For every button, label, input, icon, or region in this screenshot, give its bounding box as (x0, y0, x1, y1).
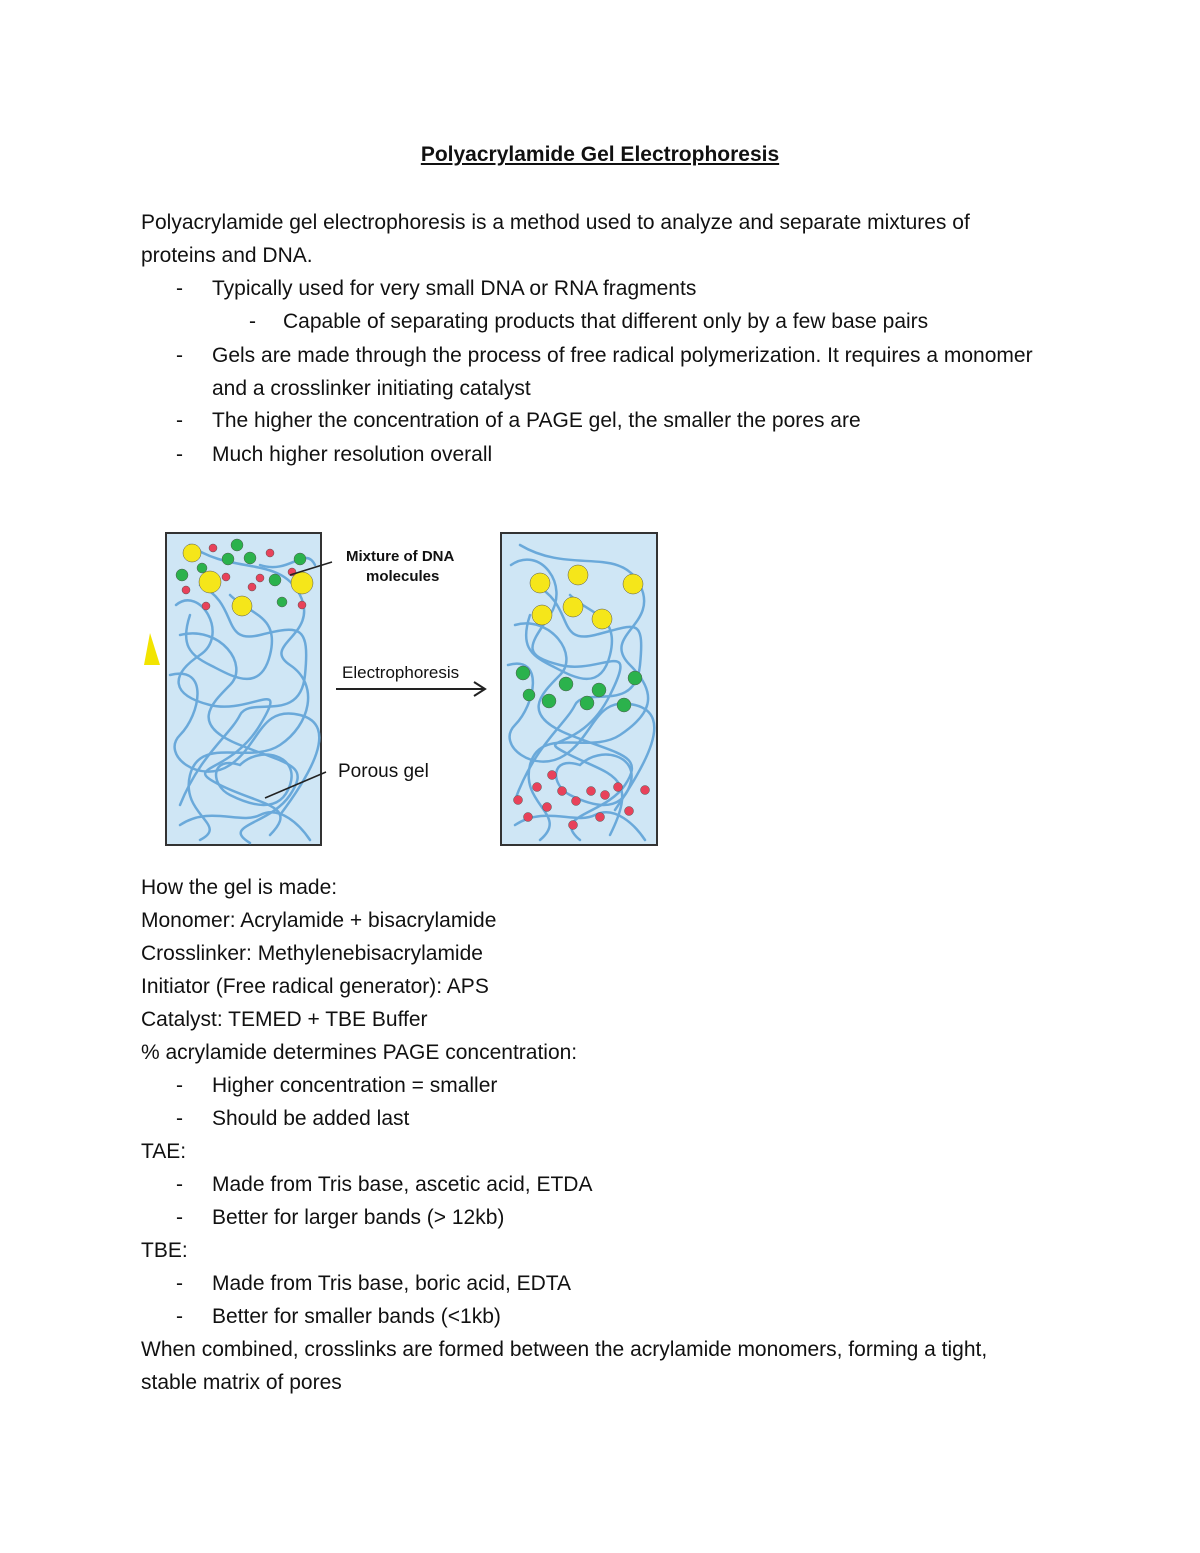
intro-line-2: proteins and DNA. (141, 244, 313, 267)
recipe-bullet-last: Should be added last (212, 1107, 410, 1130)
bullet-dash: - (176, 1107, 183, 1130)
tbe-bullet-smaller: Better for smaller bands (<1kb) (212, 1305, 501, 1328)
bullet-dash: - (176, 443, 183, 466)
bullet-dash: - (176, 409, 183, 432)
tae-heading: TAE: (141, 1140, 187, 1163)
recipe-catalyst: Catalyst: TEMED + TBE Buffer (141, 1008, 428, 1031)
gel-electrophoresis-figure (140, 525, 680, 855)
page-title: Polyacrylamide Gel Electrophoresis (420, 143, 780, 166)
electrophoresis-arrow (336, 682, 485, 696)
bullet-higher-concentration: The higher the concentration of a PAGE gel, the smaller the pores are (212, 409, 861, 432)
bullet-dash: - (176, 277, 183, 300)
bullet-gels-made-line-1: Gels are made through the process of free radical polymerization. It requires a monomer (212, 344, 1033, 367)
label-mixture-line-2: molecules (366, 568, 440, 585)
bullet-dash: - (176, 1272, 183, 1295)
recipe-monomer: Monomer: Acrylamide + bisacrylamide (141, 909, 497, 932)
bullet-dash: - (176, 1173, 183, 1196)
bullet-gels-made-line-2: and a crosslinker initiating catalyst (212, 377, 531, 400)
bullet-dash: - (176, 1206, 183, 1229)
bullet-dash: - (176, 1074, 183, 1097)
bullet-dash: - (176, 344, 183, 367)
bullet-resolution: Much higher resolution overall (212, 443, 493, 466)
tae-bullet-larger: Better for larger bands (> 12kb) (212, 1206, 505, 1229)
label-electrophoresis: Electrophoresis (342, 663, 460, 682)
tbe-heading: TBE: (141, 1239, 188, 1262)
closing-line-1: When combined, crosslinks are formed between the acrylamide monomers, forming a tight, (141, 1338, 988, 1361)
closing-line-2: stable matrix of pores (141, 1371, 342, 1394)
recipe-crosslinker: Crosslinker: Methylenebisacrylamide (141, 942, 483, 965)
gel-diagram (140, 525, 680, 855)
intro-line-1: Polyacrylamide gel electrophoresis is a method used to analyze and separate mixtures of (141, 211, 970, 234)
tae-bullet-made-from: Made from Tris base, ascetic acid, ETDA (212, 1173, 593, 1196)
label-porous-gel: Porous gel (338, 761, 429, 782)
recipe-percent: % acrylamide determines PAGE concentration: (141, 1041, 578, 1064)
yellow-marker (144, 633, 160, 665)
label-mixture-line-1: Mixture of DNA (346, 548, 455, 565)
bullet-dash: - (249, 310, 256, 333)
subbullet-capable: Capable of separating products that different only by a few base pairs (283, 310, 929, 333)
recipe-bullet-higher: Higher concentration = smaller (212, 1074, 498, 1097)
bullet-typically-used: Typically used for very small DNA or RNA fragments (212, 277, 697, 300)
bullet-dash: - (176, 1305, 183, 1328)
recipe-initiator: Initiator (Free radical generator): APS (141, 975, 489, 998)
recipe-heading: How the gel is made: (141, 876, 338, 899)
tbe-bullet-made-from: Made from Tris base, boric acid, EDTA (212, 1272, 572, 1295)
